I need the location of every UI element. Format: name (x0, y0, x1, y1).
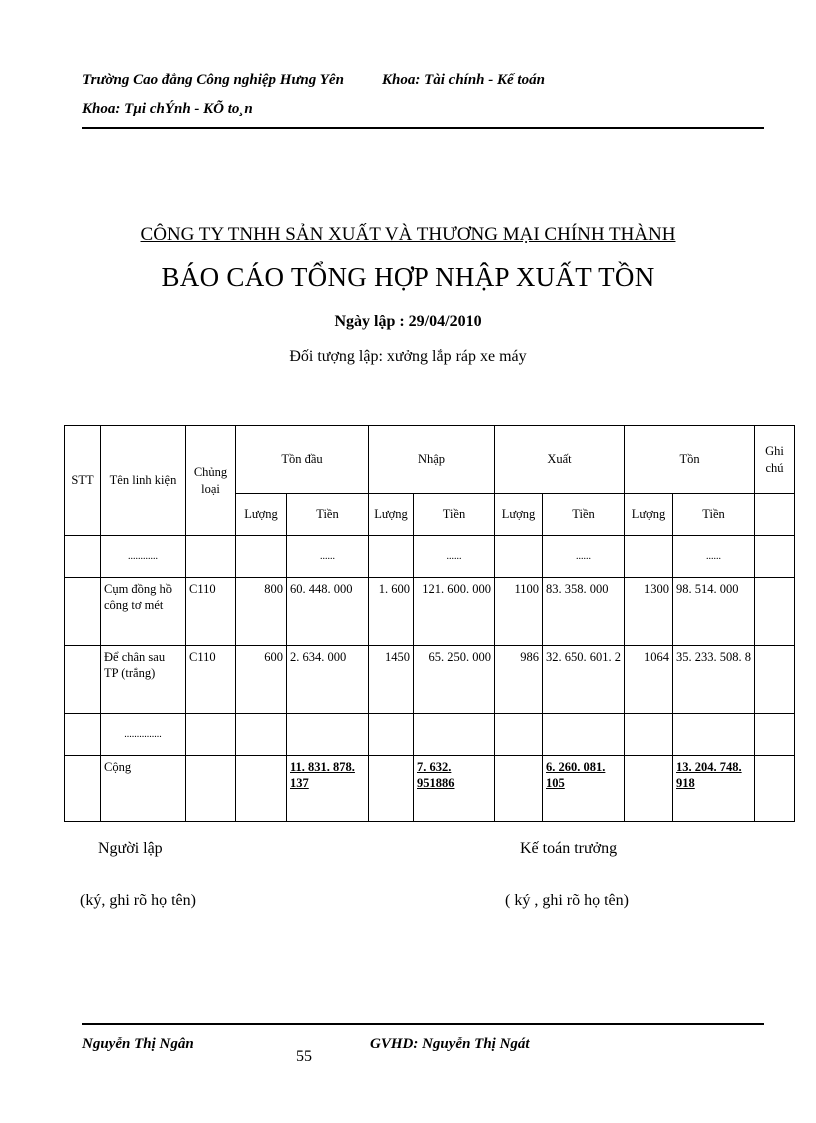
table-row (65, 646, 795, 714)
th-import: Nhập (369, 426, 495, 494)
cell-type: C110 (186, 578, 236, 646)
cell-opening-amount: 2. 634. 000 (287, 646, 369, 714)
th-export: Xuất (495, 426, 625, 494)
dots-import: ...... (414, 536, 495, 578)
header-row-1 (65, 426, 795, 494)
th-import-qty: Lượng (369, 494, 414, 536)
table-row-dots2 (65, 714, 795, 756)
chief-accountant-label: Kế toán trưởng (520, 840, 618, 857)
th-import-amount: Tiền (414, 494, 495, 536)
th-closing: Tồn (625, 426, 755, 494)
th-export-amount: Tiền (543, 494, 625, 536)
cell-import-qty: 1. 600 (369, 578, 414, 646)
total-opening-amount: 11. 831. 878. 137 (290, 760, 355, 791)
date-label: Ngày lập : (334, 313, 405, 330)
preparer-label: Người lập (98, 840, 163, 857)
th-closing-qty: Lượng (625, 494, 673, 536)
cell-import-qty: 1450 (369, 646, 414, 714)
table-row-dots (65, 536, 795, 578)
cell-closing-qty: 1300 (625, 578, 673, 646)
footer-advisor: GVHD: Nguyễn Thị Ngát (370, 1036, 530, 1052)
dots-export: ...... (543, 536, 625, 578)
dots-name: ............ (101, 536, 186, 578)
preparer-note: (ký, ghi rõ họ tên) (80, 892, 196, 909)
date-value: 29/04/2010 (408, 313, 482, 330)
total-import-amount: 7. 632. 951886 (417, 760, 455, 791)
th-name: Tên linh kiện (101, 426, 186, 536)
dots-closing: ...... (673, 536, 755, 578)
total-closing-amount: 13. 204. 748. 918 (676, 760, 742, 791)
th-export-qty: Lượng (495, 494, 543, 536)
school-name: Trường Cao đẳng Công nghiệp Hưng Yên (82, 72, 344, 88)
total-row (65, 756, 795, 822)
th-note-sub (755, 494, 795, 536)
cell-opening-amount: 60. 448. 000 (287, 578, 369, 646)
footer-author: Nguyễn Thị Ngân (82, 1036, 194, 1052)
report-subject: Đối tượng lập: xưởng lắp ráp xe máy (289, 348, 527, 365)
th-closing-amount: Tiền (673, 494, 755, 536)
cell-export-amount: 83. 358. 000 (543, 578, 625, 646)
chief-accountant-note: ( ký , ghi rõ họ tên) (505, 892, 629, 909)
department-left: Khoa: Tµi chÝnh - KÕ to¸n (82, 101, 253, 117)
cell-import-amount: 65. 250. 000 (414, 646, 495, 714)
footer-rule (82, 1023, 764, 1025)
th-opening-amount: Tiền (287, 494, 369, 536)
cell-name: Cụm đồng hồ công tơ mét (101, 578, 186, 646)
cell-opening-qty: 800 (236, 578, 287, 646)
header-rule (82, 127, 764, 129)
table-row (65, 578, 795, 646)
cell-export-qty: 1100 (495, 578, 543, 646)
cell-closing-qty: 1064 (625, 646, 673, 714)
cell-export-amount: 32. 650. 601. 2 (543, 646, 625, 714)
report-title: BÁO CÁO TỔNG HỢP NHẬP XUẤT TỒN (161, 262, 655, 292)
cell-import-amount: 121. 600. 000 (414, 578, 495, 646)
page-number: 55 (296, 1048, 312, 1065)
inventory-table (64, 425, 795, 822)
th-opening: Tồn đầu (236, 426, 369, 494)
cell-opening-qty: 600 (236, 646, 287, 714)
th-note: Ghi chú (755, 426, 795, 494)
department-right: Khoa: Tài chính - Kế toán (382, 72, 545, 88)
th-stt: STT (65, 426, 101, 536)
cell-name: Để chân sau TP (trắng) (101, 646, 186, 714)
cell-closing-amount: 98. 514. 000 (673, 578, 755, 646)
cell-export-qty: 986 (495, 646, 543, 714)
dots2-name: ............... (101, 714, 186, 756)
report-date (0, 313, 816, 331)
th-opening-qty: Lượng (236, 494, 287, 536)
dots-opening: ...... (287, 536, 369, 578)
cell-closing-amount: 35. 233. 508. 8 (673, 646, 755, 714)
th-type: Chủng loại (186, 426, 236, 536)
total-label: Cộng (101, 756, 186, 822)
total-export-amount: 6. 260. 081. 105 (546, 760, 606, 791)
cell-type: C110 (186, 646, 236, 714)
company-name: CÔNG TY TNHH SẢN XUẤT VÀ THƯƠNG MẠI CHÍNH THÀNH (140, 224, 676, 245)
